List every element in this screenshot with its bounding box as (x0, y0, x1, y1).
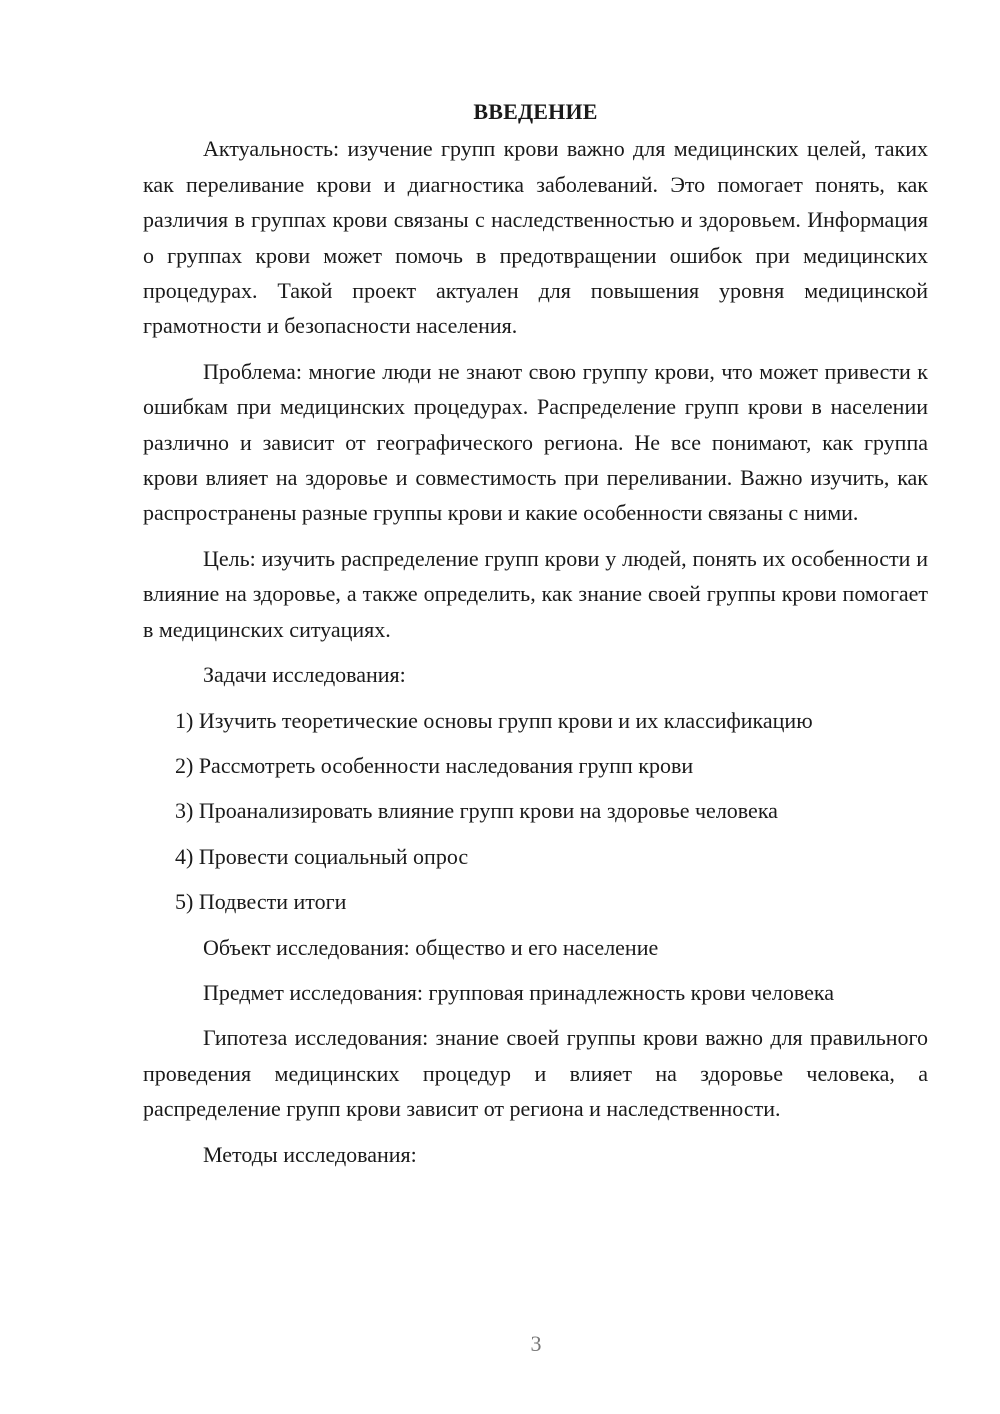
relevance-paragraph: Актуальность: изучение групп крови важно для медицинских целей, таких как переливание крови и диагностика заболеваний. Это помогает понять, как различия в группах крови связаны с наследственностью и здоровьем. Информация о группах крови может помочь в предотвращении ошибок при медицинских процедурах. Такой проект актуален для повышения уровня медицинской грамотности и безопасности населения. (143, 136, 928, 339)
page-number: 3 (530, 1331, 542, 1356)
hypothesis-paragraph: Гипотеза исследования: знание своей группы крови важно для правильного проведения медицинских процедур и влияет на здоровье человека, а распределение групп крови зависит от региона и наследственности. (143, 1025, 928, 1122)
list-item: 4) Провести социальный опрос (175, 843, 469, 869)
tasks-list (143, 703, 928, 920)
list-item: 5) Подвести итоги (175, 889, 347, 915)
page-heading: ВВЕДЕНИЕ (473, 99, 598, 124)
methods-title: Методы исследования: (203, 1141, 417, 1167)
list-item: 1) Изучить теоретические основы групп крови и их классификацию (175, 707, 813, 733)
goal-paragraph: Цель: изучить распределение групп крови у людей, понять их особенности и влияние на здоровье, а также определить, как знание своей группы крови помогает в медицинских ситуациях. (143, 545, 928, 642)
page-content (143, 94, 928, 1182)
list-item: 2) Рассмотреть особенности наследования групп крови (175, 752, 694, 778)
object-paragraph: Объект исследования: общество и его население (203, 934, 659, 960)
problem-paragraph: Проблема: многие люди не знают свою группу крови, что может привести к ошибкам при медицинских процедурах. Распределение групп крови в населении различно и зависит от географического региона. Не все понимают, как группа крови влияет на здоровье и совместимость при переливании. Важно изучить, как распространены разные группы крови и какие особенности связаны с ними. (143, 358, 928, 526)
subject-paragraph: Предмет исследования: групповая принадлежность крови человека (203, 979, 834, 1005)
tasks-title: Задачи исследования: (203, 662, 406, 688)
list-item: 3) Проанализировать влияние групп крови на здоровье человека (175, 798, 778, 824)
